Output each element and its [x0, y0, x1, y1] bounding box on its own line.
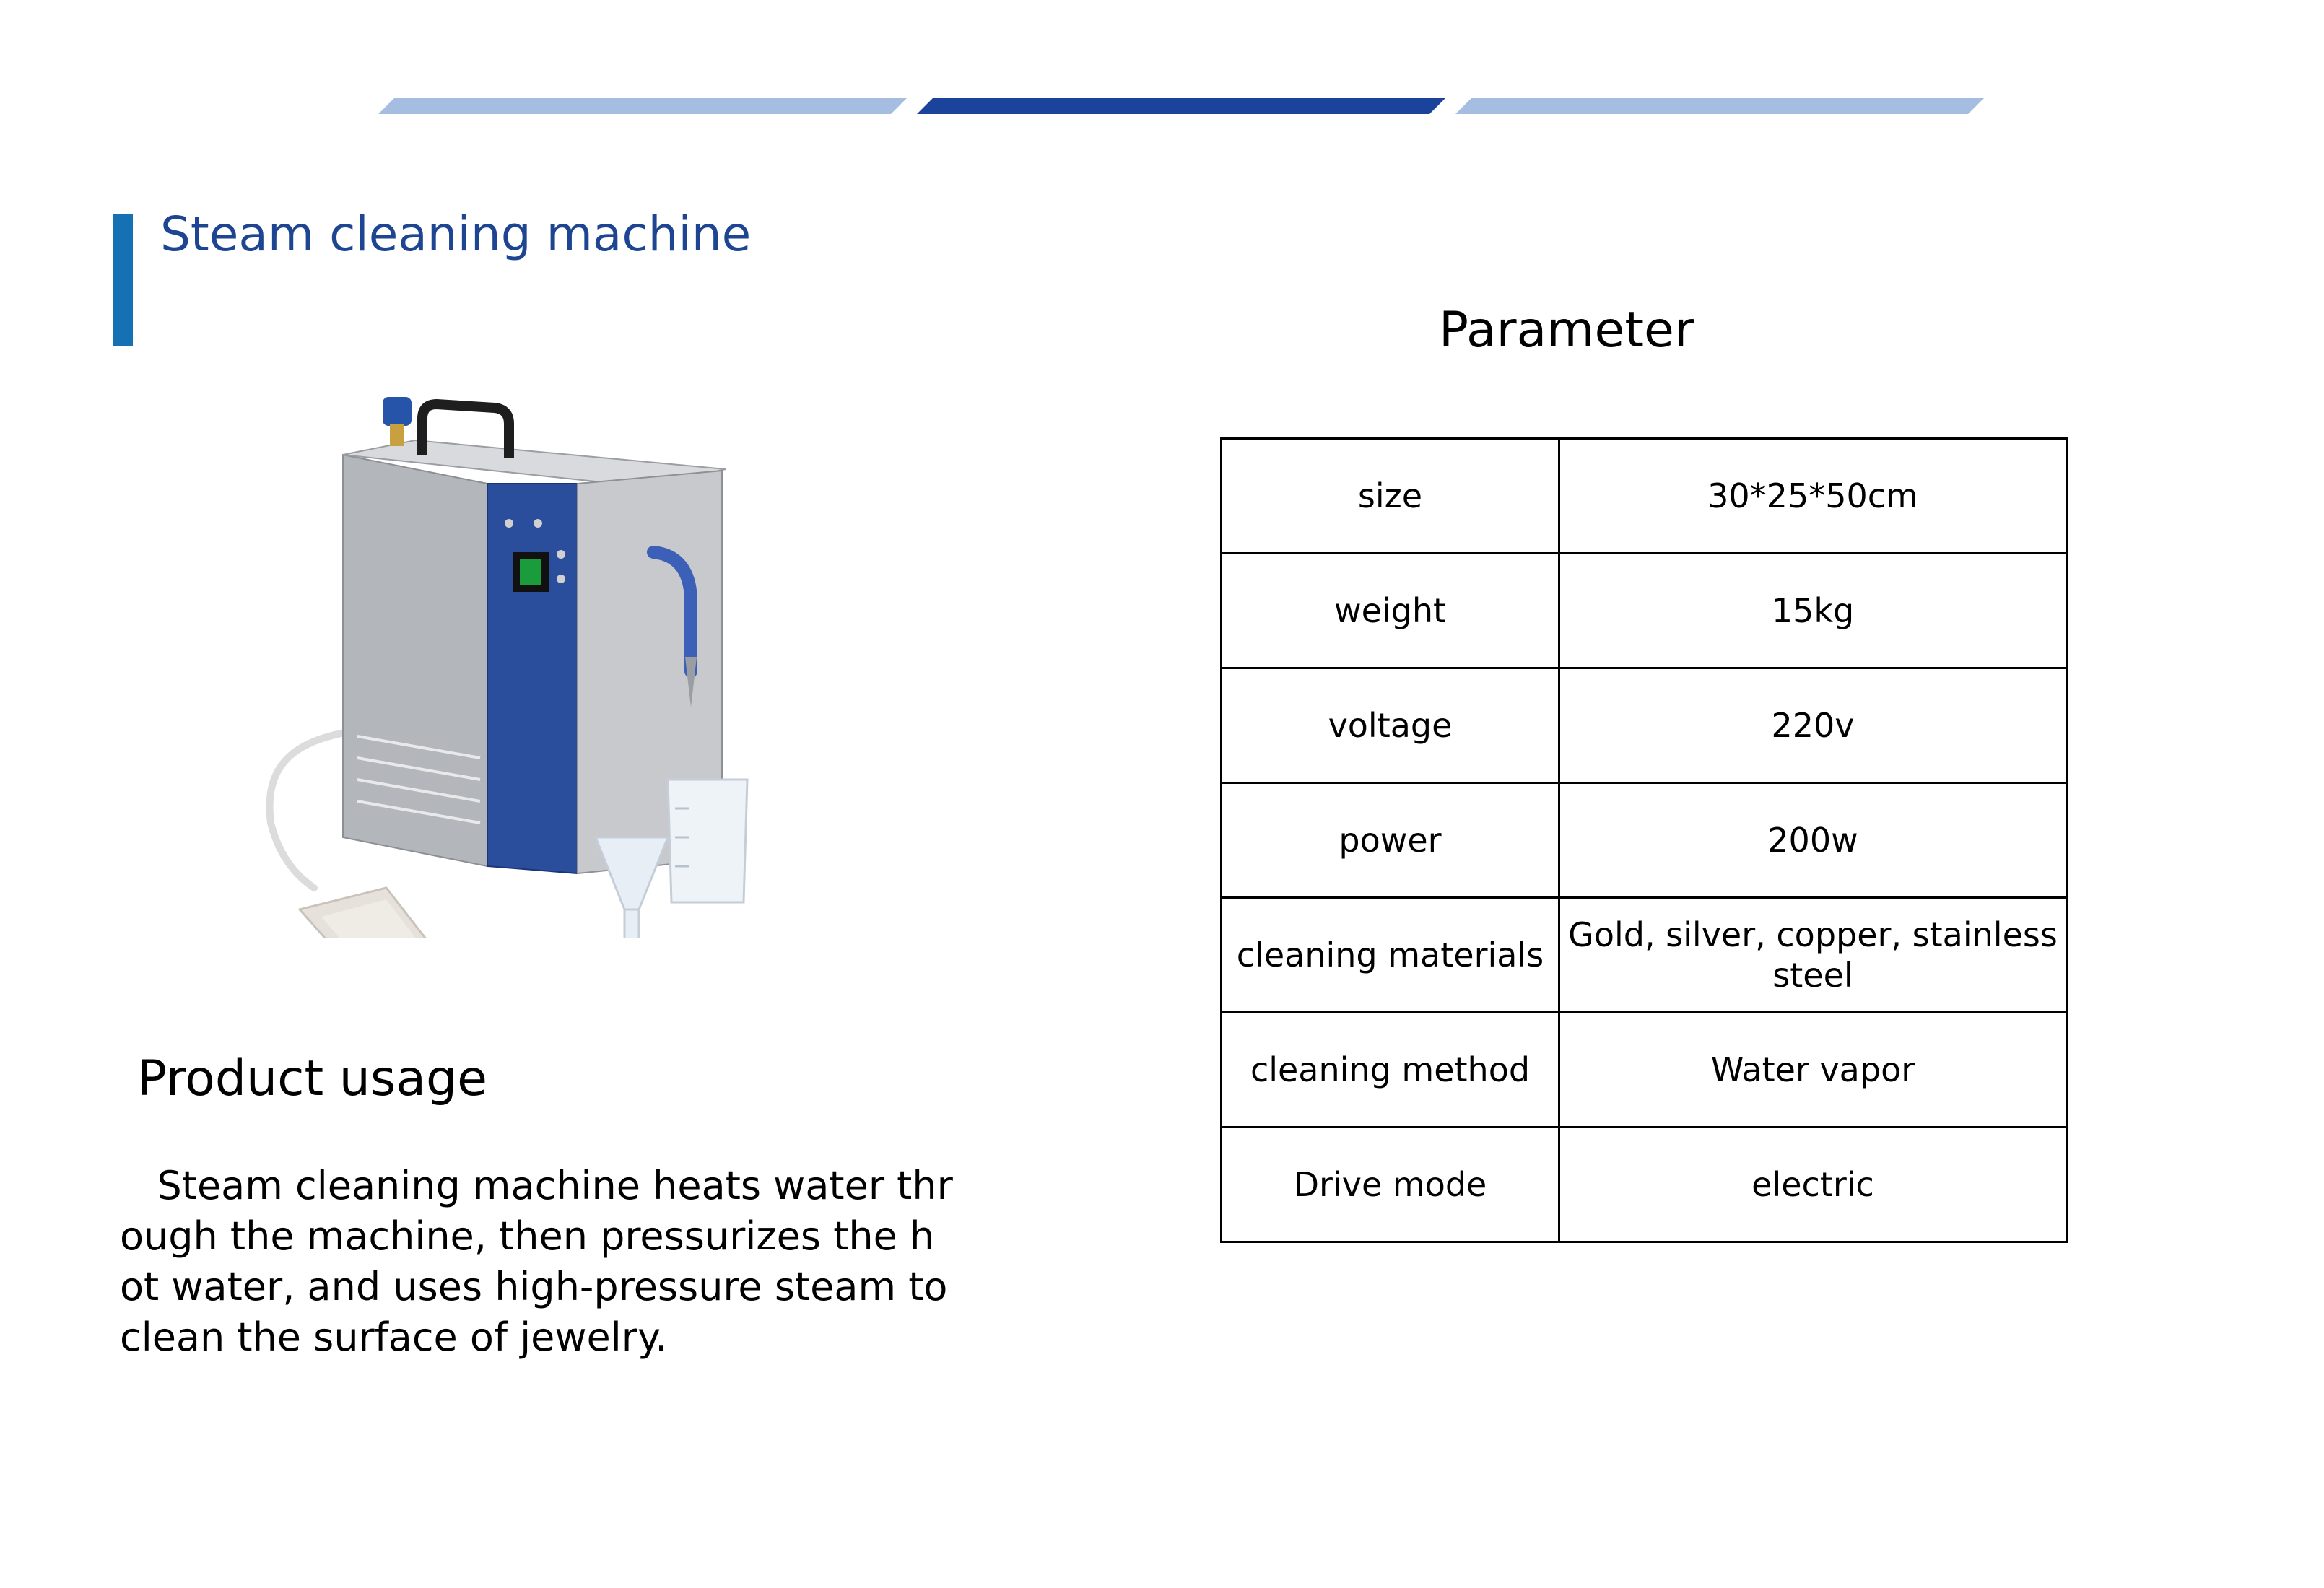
parameter-heading: Parameter	[1439, 302, 1694, 359]
table-row	[1222, 439, 2067, 554]
decorative-bar-center	[917, 98, 1445, 114]
funnel	[596, 837, 668, 938]
param-key: voltage	[1222, 668, 1559, 783]
param-key: Drive mode	[1222, 1127, 1559, 1242]
param-key: cleaning materials	[1222, 898, 1559, 1013]
foot-pedal	[300, 888, 437, 938]
table-row	[1222, 1127, 2067, 1242]
param-value: electric	[1559, 1127, 2067, 1242]
steam-knob	[383, 397, 412, 426]
measuring-beaker	[668, 780, 747, 902]
front-blue-panel	[487, 484, 578, 873]
usage-heading: Product usage	[137, 1050, 487, 1107]
param-key: cleaning method	[1222, 1013, 1559, 1127]
param-value: 220v	[1559, 668, 2067, 783]
table-row	[1222, 898, 2067, 1013]
title-accent-bar	[113, 214, 133, 346]
parameter-table	[1220, 437, 2068, 1243]
param-value: Water vapor	[1559, 1013, 2067, 1127]
table-row	[1222, 554, 2067, 668]
param-value: 200w	[1559, 783, 2067, 898]
param-key: power	[1222, 783, 1559, 898]
param-value: Gold, silver, copper, stainless steel	[1559, 898, 2067, 1013]
param-value: 30*25*50cm	[1559, 439, 2067, 554]
decorative-bar-right	[1455, 98, 1984, 114]
product-image	[249, 390, 783, 938]
machine-side	[343, 455, 487, 866]
param-value: 15kg	[1559, 554, 2067, 668]
page-title: Steam cleaning machine	[160, 206, 752, 262]
decorative-bar-left	[378, 98, 907, 114]
table-row	[1222, 668, 2067, 783]
usage-description-text: Steam cleaning machine heats water through the machine, then pressurizes the hot water, and uses high-pressure steam to clean the surface of jewelry.	[120, 1163, 953, 1360]
table-row	[1222, 1013, 2067, 1127]
table-row	[1222, 783, 2067, 898]
usage-description	[120, 1161, 957, 1363]
param-key: size	[1222, 439, 1559, 554]
param-key: weight	[1222, 554, 1559, 668]
